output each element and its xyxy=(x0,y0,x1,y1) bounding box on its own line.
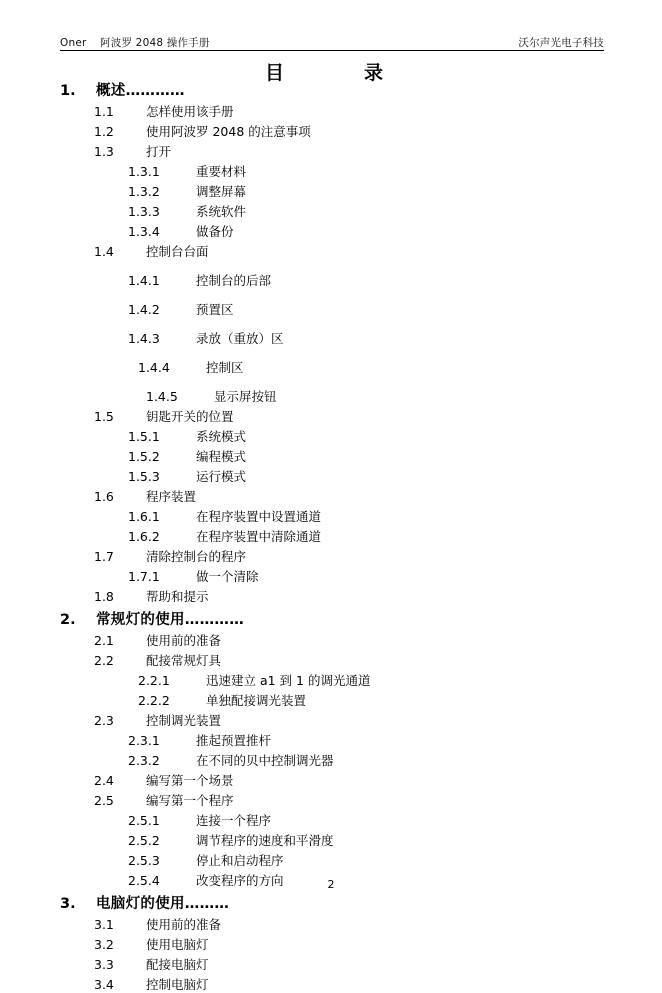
toc-entry[interactable] xyxy=(60,831,620,849)
toc-entry-label: 清除控制台的程序 xyxy=(146,549,247,564)
toc-entry-number: 1.3.3 xyxy=(128,204,160,219)
toc-entry-number: 2.3.2 xyxy=(128,753,160,768)
toc-entry-label: 配接电脑灯 xyxy=(146,957,209,972)
header-left-text: 阿波罗 2048 操作手册 xyxy=(100,37,210,49)
toc-entry[interactable] xyxy=(60,427,620,445)
toc-entry[interactable] xyxy=(60,915,620,933)
toc-entry[interactable] xyxy=(60,182,620,200)
toc-entry[interactable] xyxy=(60,892,620,913)
toc-entry-number: 2.2.1 xyxy=(138,673,170,688)
toc-entry-number: 1.8 xyxy=(94,589,114,604)
toc-entry-label: 做一个清除 xyxy=(196,569,259,584)
toc-entry[interactable] xyxy=(60,102,620,120)
toc-entry[interactable] xyxy=(60,751,620,769)
toc-entry[interactable] xyxy=(60,631,620,649)
toc-entry-number: 1.7.1 xyxy=(128,569,160,584)
toc-entry-number: 1.3.1 xyxy=(128,164,160,179)
toc-entry[interactable] xyxy=(60,527,620,545)
toc-entry-number: 1.4.1 xyxy=(128,273,160,288)
toc-entry-number: 2.5 xyxy=(94,793,114,808)
toc-entry-number: 1.5.3 xyxy=(128,469,160,484)
toc-entry-label: 帮助和提示 xyxy=(146,589,209,604)
toc-entry[interactable] xyxy=(60,587,620,605)
toc-entry-label: 配接常规灯具 xyxy=(146,653,222,668)
toc-entry-number: 2.3.1 xyxy=(128,733,160,748)
toc-entry-label: 运行模式 xyxy=(196,469,247,484)
toc-entry-number: 2. xyxy=(60,612,76,628)
toc-entry-label: 停止和启动程序 xyxy=(196,853,284,868)
toc-entry-number: 3.1 xyxy=(94,917,114,932)
toc-entry[interactable] xyxy=(60,162,620,180)
table-of-contents xyxy=(60,76,620,993)
toc-entry-number: 2.2.2 xyxy=(138,693,170,708)
toc-entry-number: 1.6.1 xyxy=(128,509,160,524)
toc-entry-number: 1.5.2 xyxy=(128,449,160,464)
toc-entry-label: 控制调光装置 xyxy=(146,713,222,728)
toc-entry-number: 1.5.1 xyxy=(128,429,160,444)
toc-entry-number: 1.4.5 xyxy=(146,389,178,404)
toc-entry[interactable] xyxy=(60,122,620,140)
toc-entry-number: 1.1 xyxy=(94,104,114,119)
toc-entry-number: 2.4 xyxy=(94,773,114,788)
toc-entry-label: 使用前的准备 xyxy=(146,633,222,648)
toc-entry-label: 怎样使用该手册 xyxy=(146,104,234,119)
toc-entry-label: 录放（重放）区 xyxy=(196,331,284,346)
toc-entry-label: 常规灯的使用………… xyxy=(96,612,244,628)
header-right-text: 沃尔声光电子科技 xyxy=(518,37,604,49)
toc-entry-number: 3. xyxy=(60,896,76,912)
toc-entry-label: 控制区 xyxy=(206,360,244,375)
toc-entry-label: 电脑灯的使用……… xyxy=(96,896,230,912)
toc-entry-number: 3.4 xyxy=(94,977,114,992)
toc-entry-number: 2.5.1 xyxy=(128,813,160,828)
toc-entry[interactable] xyxy=(60,222,620,240)
toc-entry-label: 在不同的贝中控制调光器 xyxy=(196,753,334,768)
toc-entry-number: 2.5.2 xyxy=(128,833,160,848)
toc-entry-number: 1.7 xyxy=(94,549,114,564)
toc-entry[interactable] xyxy=(60,975,620,993)
toc-entry-label: 控制台台面 xyxy=(146,244,209,259)
toc-entry-number: 2.5.3 xyxy=(128,853,160,868)
toc-entry-label: 做备份 xyxy=(196,224,234,239)
toc-entry[interactable] xyxy=(60,691,620,709)
toc-entry-label: 迅速建立 a1 到 1 的调光通道 xyxy=(206,673,371,688)
toc-entry-label: 显示屏按钮 xyxy=(214,389,277,404)
toc-entry-label: 预置区 xyxy=(196,302,234,317)
toc-entry[interactable] xyxy=(60,142,620,160)
toc-entry[interactable] xyxy=(60,671,620,689)
toc-entry-number: 1.3.2 xyxy=(128,184,160,199)
toc-entry[interactable] xyxy=(60,811,620,829)
toc-entry[interactable] xyxy=(60,487,620,505)
toc-entry[interactable] xyxy=(60,771,620,789)
toc-entry-label: 推起预置推杆 xyxy=(196,733,272,748)
toc-entry-label: 改变程序的方向 xyxy=(196,873,284,888)
toc-entry-number: 2.1 xyxy=(94,633,114,648)
header-brand: Oner xyxy=(60,37,87,49)
toc-entry-number: 1.4.2 xyxy=(128,302,160,317)
header-divider xyxy=(60,50,604,51)
toc-entry-label: 编写第一个场景 xyxy=(146,773,234,788)
toc-entry[interactable] xyxy=(60,242,620,260)
toc-entry-number: 2.3 xyxy=(94,713,114,728)
toc-entry[interactable] xyxy=(60,731,620,749)
toc-entry-label: 控制台的后部 xyxy=(196,273,272,288)
toc-entry-label: 重要材料 xyxy=(196,164,247,179)
toc-entry-label: 系统模式 xyxy=(196,429,247,444)
toc-entry-number: 1.5 xyxy=(94,409,114,424)
toc-entry-label: 调整屏幕 xyxy=(196,184,247,199)
toc-entry-number: 2.2 xyxy=(94,653,114,668)
toc-entry-label: 编程模式 xyxy=(196,449,247,464)
toc-entry-number: 3.2 xyxy=(94,937,114,952)
toc-entry-label: 系统软件 xyxy=(196,204,247,219)
toc-entry-label: 钥匙开关的位置 xyxy=(146,409,234,424)
toc-entry-number: 1. xyxy=(60,83,76,99)
toc-entry-number: 3.3 xyxy=(94,957,114,972)
toc-entry[interactable] xyxy=(60,547,620,565)
toc-entry-label: 在程序装置中清除通道 xyxy=(196,529,322,544)
toc-entry[interactable] xyxy=(60,358,620,376)
page-title: 目 录 xyxy=(264,62,397,84)
toc-entry-label: 单独配接调光装置 xyxy=(206,693,307,708)
toc-entry-number: 1.6 xyxy=(94,489,114,504)
toc-entry[interactable] xyxy=(60,791,620,809)
toc-entry-number: 1.3 xyxy=(94,144,114,159)
toc-entry[interactable] xyxy=(60,447,620,465)
toc-entry[interactable] xyxy=(60,711,620,729)
toc-entry[interactable] xyxy=(60,507,620,525)
toc-entry-number: 2.5.4 xyxy=(128,873,160,888)
toc-entry[interactable] xyxy=(60,300,620,318)
toc-entry-number: 1.4.4 xyxy=(138,360,170,375)
page-number: 2 xyxy=(327,878,335,891)
toc-entry[interactable] xyxy=(60,407,620,425)
toc-entry-label: 程序装置 xyxy=(146,489,197,504)
toc-entry[interactable] xyxy=(60,202,620,220)
toc-entry-number: 1.2 xyxy=(94,124,114,139)
toc-entry-label: 连接一个程序 xyxy=(196,813,272,828)
toc-entry[interactable] xyxy=(60,387,620,405)
toc-entry-label: 控制电脑灯 xyxy=(146,977,209,992)
toc-entry-label: 编写第一个程序 xyxy=(146,793,234,808)
page-header xyxy=(60,30,604,50)
toc-entry-label: 使用阿波罗 2048 的注意事项 xyxy=(146,124,311,139)
toc-entry-label: 在程序装置中设置通道 xyxy=(196,509,322,524)
toc-entry[interactable] xyxy=(60,608,620,629)
toc-entry[interactable] xyxy=(60,567,620,585)
toc-entry[interactable] xyxy=(60,651,620,669)
toc-entry-label: 使用前的准备 xyxy=(146,917,222,932)
toc-entry-number: 1.4.3 xyxy=(128,331,160,346)
toc-entry[interactable] xyxy=(60,271,620,289)
toc-entry[interactable] xyxy=(60,851,620,869)
toc-entry-label: 打开 xyxy=(146,144,172,159)
toc-entry-label: 调节程序的速度和平滑度 xyxy=(196,833,334,848)
toc-entry-number: 1.3.4 xyxy=(128,224,160,239)
header-left xyxy=(60,35,210,50)
toc-entry[interactable] xyxy=(60,935,620,953)
toc-entry-label: 概述………… xyxy=(96,83,185,99)
toc-entry[interactable] xyxy=(60,467,620,485)
toc-entry[interactable] xyxy=(60,79,620,100)
toc-entry-label: 使用电脑灯 xyxy=(146,937,209,952)
toc-entry[interactable] xyxy=(60,329,620,347)
toc-entry-number: 1.4 xyxy=(94,244,114,259)
toc-entry[interactable] xyxy=(60,955,620,973)
toc-entry-number: 1.6.2 xyxy=(128,529,160,544)
